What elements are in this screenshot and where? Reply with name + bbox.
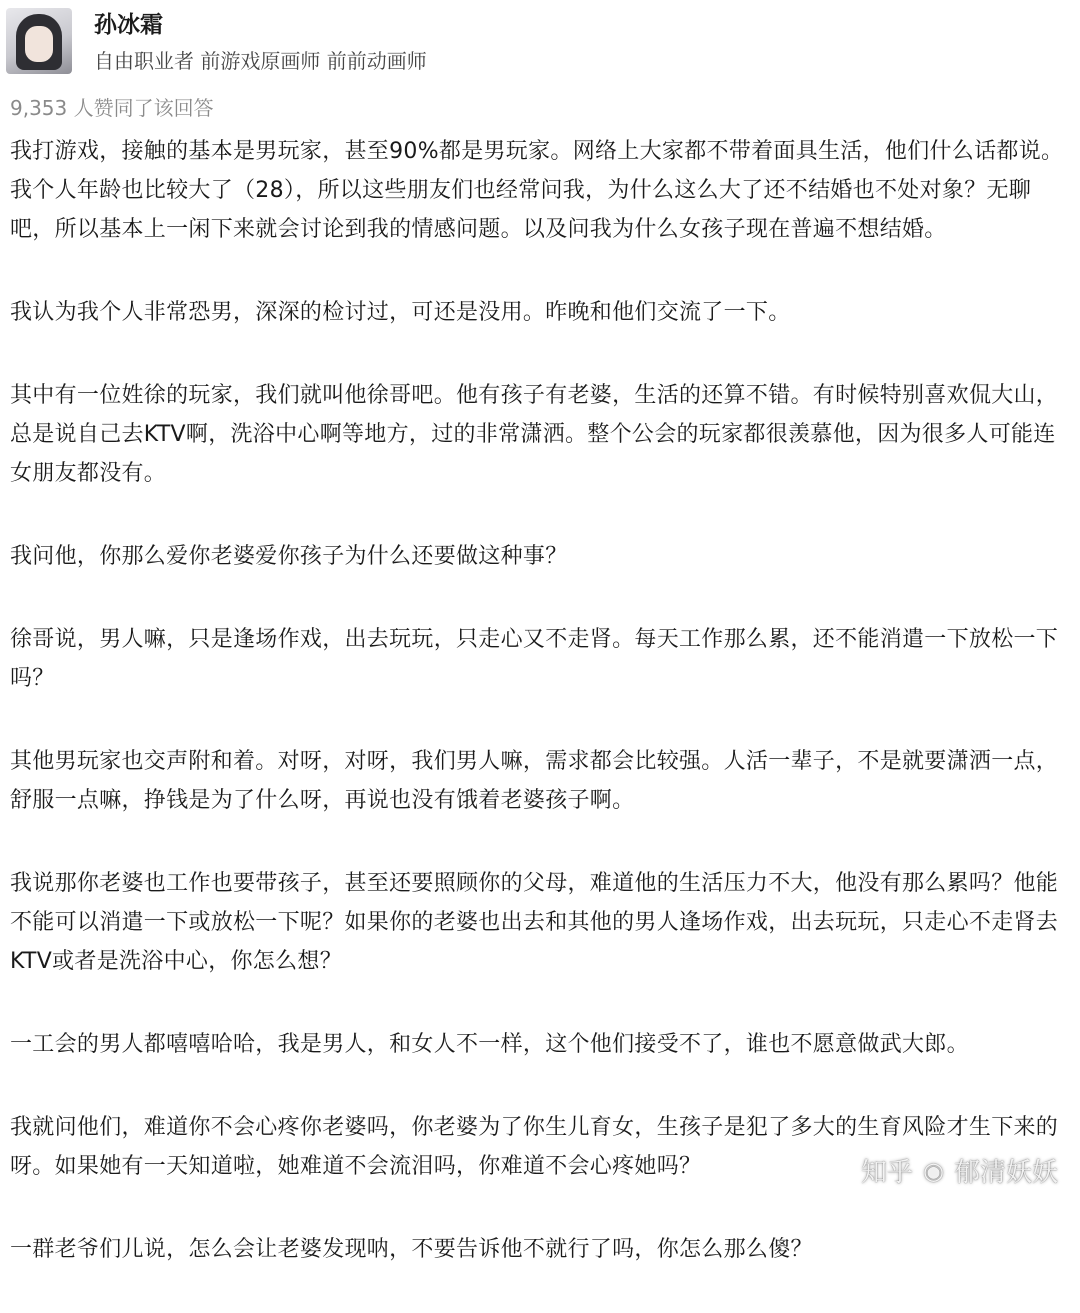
- avatar-face: [25, 26, 53, 62]
- watermark-zhihu: 知乎: [861, 1158, 914, 1188]
- paragraph: 其中有一位姓徐的玩家，我们就叫他徐哥吧。他有孩子有老婆，生活的还算不错。有时候特别喜欢侃大山，总是说自己去KTV啊，洗浴中心啊等地方，过的非常潇洒。整个公会的玩家都很羡慕他，因为很多人可能连女朋友都没有。: [10, 383, 1059, 486]
- paragraph: 其他男玩家也交声附和着。对呀，对呀，我们男人嘛，需求都会比较强。人活一辈子，不是就要潇洒一点，舒服一点嘛，挣钱是为了什么呀，再说也没有饿着老婆孩子啊。: [10, 749, 1059, 813]
- paragraph: 一工会的男人都嘻嘻哈哈，我是男人，和女人不一样，这个他们接受不了，谁也不愿意做武大郎。: [10, 1032, 969, 1057]
- paragraph: 徐哥说，男人嘛，只是逢场作戏，出去玩玩，只走心又不走肾。每天工作那么累，还不能消遣一下放松一下吗？: [10, 627, 1059, 691]
- author-header: [6, 8, 427, 76]
- answer-content: [10, 132, 1070, 1313]
- paragraph: 我说那你老婆也工作也要带孩子，甚至还要照顾你的父母，难道他的生活压力不大，他没有那么累吗？他能不能可以消遣一下或放松一下呢？如果你的老婆也出去和其他的男人逢场作戏，出去玩玩，只走心不走肾去KTV或者是洗浴中心，你怎么想？: [10, 871, 1059, 974]
- paragraph: 一群老爷们儿说，怎么会让老婆发现呐，不要告诉他不就行了吗，你怎么那么傻？: [10, 1237, 813, 1262]
- vote-count: 9,353 人赞同了该回答: [10, 96, 214, 120]
- wechat-icon: ◉: [923, 1156, 944, 1185]
- paragraph: 我打游戏，接触的基本是男玩家，甚至90%都是男玩家。网络上大家都不带着面具生活，他们什么话都说。我个人年龄也比较大了（28），所以这些朋友们也经常问我，为什么这么大了还不结婚也不处对象？无聊吧，所以基本上一闲下来就会讨论到我的情感问题。以及问我为什么女孩子现在普遍不想结婚。: [10, 139, 1064, 242]
- watermark: [861, 1152, 1058, 1189]
- avatar[interactable]: [6, 8, 72, 74]
- paragraph: 我问他，你那么爱你老婆爱你孩子为什么还要做这种事？: [10, 544, 568, 569]
- author-info: [94, 8, 427, 76]
- paragraph: 我认为我个人非常恐男，深深的检讨过，可还是没用。昨晚和他们交流了一下。: [10, 300, 791, 325]
- paragraph: 我就问他们，难道你不会心疼你老婆吗，你老婆为了你生儿育女，生孩子是犯了多大的生育风险才生下来的呀。如果她有一天知道啦，她难道不会流泪吗，你难道不会心疼她吗？: [10, 1115, 1059, 1179]
- author-name[interactable]: 孙冰霜: [94, 12, 163, 38]
- watermark-author: 郁清妖妖: [953, 1158, 1058, 1188]
- author-headline: 自由职业者 前游戏原画师 前前动画师: [94, 49, 427, 73]
